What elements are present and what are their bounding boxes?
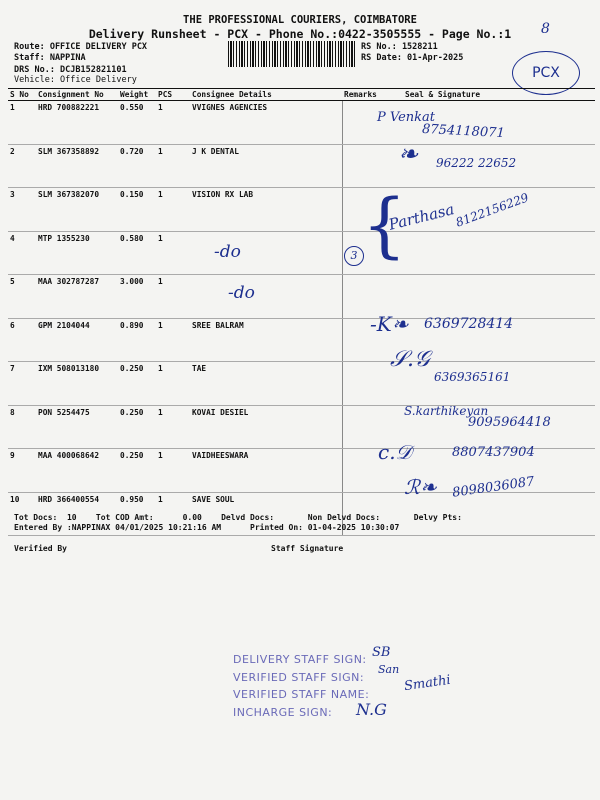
company-name: THE PROFESSIONAL COURIERS, COIMBATORE	[183, 14, 417, 26]
row-consignment-no: PON 5254475	[36, 405, 118, 449]
row-weight: 0.580	[118, 231, 156, 275]
row-weight: 0.250	[118, 405, 156, 449]
signature-6-mark: -K❧	[370, 312, 409, 336]
col-pcs: PCS	[156, 89, 190, 101]
row-consignment-no: SLM 367382070	[36, 188, 118, 232]
signature-7-mark: 𝒮.𝒢	[390, 347, 430, 372]
staff: Staff: NAPPINA	[14, 53, 86, 63]
row-pcs: 1	[156, 449, 190, 493]
row-pcs: 1	[156, 188, 190, 232]
row-sno: 5	[8, 275, 36, 319]
row-consignment-no: MAA 400068642	[36, 449, 118, 493]
circled-number: 3	[344, 246, 364, 266]
row-seal-signature	[380, 231, 595, 275]
signature-2-mark: ❧	[398, 140, 419, 168]
signature-7-phone: 6369365161	[434, 370, 511, 384]
row-sno: 3	[8, 188, 36, 232]
row-pcs: 1	[156, 362, 190, 406]
row-sno: 7	[8, 362, 36, 406]
rs-number: RS No.: 1528211	[361, 42, 438, 52]
signature-2-phone: 96222 22652	[436, 156, 517, 170]
row-pcs: 1	[156, 101, 190, 145]
row-consignment-no: SLM 367358892	[36, 144, 118, 188]
row-consignment-no: HRD 700882221	[36, 101, 118, 145]
runsheet-title: Delivery Runsheet - PCX - Phone No.:0422-3505555 - Page No.:1	[88, 27, 512, 41]
totals-line: Tot Docs: 10 Tot COD Amt: 0.00 Delvd Docs: Non Delvd Docs: Delvy Pts:	[14, 513, 462, 522]
stamp-hand-4: N.G	[356, 700, 387, 719]
row-remarks	[342, 101, 380, 145]
row-consignment-no: MTP 1355230	[36, 231, 118, 275]
verified-by-label: Verified By	[14, 544, 67, 553]
entered-by-line: Entered By :NAPPINAX 04/01/2025 10:21:16 AM Printed On: 01-04-2025 10:30:07	[14, 523, 400, 532]
stamp-verified-staff-sign: VERIFIED STAFF SIGN:	[233, 671, 365, 684]
row-sno: 6	[8, 318, 36, 362]
signature-3-phone: 8122156229	[453, 190, 531, 230]
row-weight: 0.250	[118, 362, 156, 406]
row-weight: 0.720	[118, 144, 156, 188]
row-consignee	[190, 231, 342, 275]
stamp-delivery-staff-sign: DELIVERY STAFF SIGN:	[233, 653, 367, 666]
row-pcs: 1	[156, 405, 190, 449]
table-row	[8, 231, 595, 275]
signature-8-phone: 9095964418	[468, 415, 551, 430]
row-consignee: VAIDHEESWARA	[190, 449, 342, 493]
col-consignment: Consignment No	[36, 89, 118, 101]
ditto-row-5: -do	[228, 283, 255, 303]
signature-9-mark: c.𝒟	[378, 440, 412, 464]
vehicle: Vehicle: Office Delivery	[14, 75, 137, 85]
row-consignee: VVIGNES AGENCIES	[190, 101, 342, 145]
row-consignment-no: IXM 508013180	[36, 362, 118, 406]
row-weight: 0.950	[118, 492, 156, 536]
row-weight: 0.550	[118, 101, 156, 145]
row-pcs: 1	[156, 275, 190, 319]
row-consignee	[190, 275, 342, 319]
handwritten-page-number: 8	[541, 21, 550, 37]
staff-signature-label: Staff Signature	[271, 544, 344, 553]
signature-1-name: P Venkat	[377, 110, 435, 125]
stamp-hand-1: SB	[372, 645, 391, 660]
row-weight: 3.000	[118, 275, 156, 319]
row-consignee: SREE BALRAM	[190, 318, 342, 362]
row-remarks	[342, 405, 380, 449]
ditto-row-4: -do	[214, 242, 241, 262]
row-consignee: KOVAI DESIEL	[190, 405, 342, 449]
pcx-stamp: PCX	[512, 51, 580, 95]
signature-8-name: S.karthikeyan	[404, 404, 489, 418]
row-sno: 4	[8, 231, 36, 275]
row-pcs: 1	[156, 144, 190, 188]
rs-date: RS Date: 01-Apr-2025	[361, 53, 464, 63]
row-sno: 10	[8, 492, 36, 536]
row-sno: 9	[8, 449, 36, 493]
row-weight: 0.250	[118, 449, 156, 493]
table-header-row	[8, 89, 595, 101]
row-pcs: 1	[156, 231, 190, 275]
row-sno: 8	[8, 405, 36, 449]
row-remarks	[342, 449, 380, 493]
row-consignee: SAVE SOUL	[190, 492, 342, 536]
signature-3-name: Parthasa	[386, 200, 456, 234]
stamp-hand-3: Smathi	[403, 672, 452, 695]
stamp-incharge-sign: INCHARGE SIGN:	[233, 706, 333, 719]
col-sno: S No	[8, 89, 36, 101]
stamp-verified-staff-name: VERIFIED STAFF NAME:	[233, 688, 370, 701]
signature-10-mark: ℛ❧	[404, 475, 437, 499]
row-sno: 1	[8, 101, 36, 145]
stamp-hand-2: San	[378, 663, 400, 676]
row-consignment-no: MAA 302787287	[36, 275, 118, 319]
row-consignment-no: GPM 2104044	[36, 318, 118, 362]
row-weight: 0.890	[118, 318, 156, 362]
row-consignee: TAE	[190, 362, 342, 406]
col-consignee: Consignee Details	[190, 89, 342, 101]
row-weight: 0.150	[118, 188, 156, 232]
barcode	[228, 41, 356, 67]
drs-number: DRS No.: DCJB152821101	[14, 65, 127, 75]
row-consignee: VISION RX LAB	[190, 188, 342, 232]
row-consignment-no: HRD 366400554	[36, 492, 118, 536]
row-pcs: 1	[156, 492, 190, 536]
signature-1-phone: 8754118071	[421, 121, 506, 142]
col-weight: Weight	[118, 89, 156, 101]
row-remarks	[342, 144, 380, 188]
col-seal-signature: Seal & Signature	[380, 89, 595, 101]
col-remarks: Remarks	[342, 89, 380, 101]
row-pcs: 1	[156, 318, 190, 362]
route: Route: OFFICE DELIVERY PCX	[14, 42, 148, 52]
row-consignee: J K DENTAL	[190, 144, 342, 188]
table-row	[8, 275, 595, 319]
brace-mark: {	[362, 184, 407, 266]
row-seal-signature	[380, 275, 595, 319]
row-remarks	[342, 362, 380, 406]
signature-10-phone: 8098036087	[451, 474, 536, 501]
table-row	[8, 101, 595, 145]
signature-9-phone: 8807437904	[452, 445, 535, 460]
row-sno: 2	[8, 144, 36, 188]
signature-6-phone: 6369728414	[424, 316, 514, 332]
